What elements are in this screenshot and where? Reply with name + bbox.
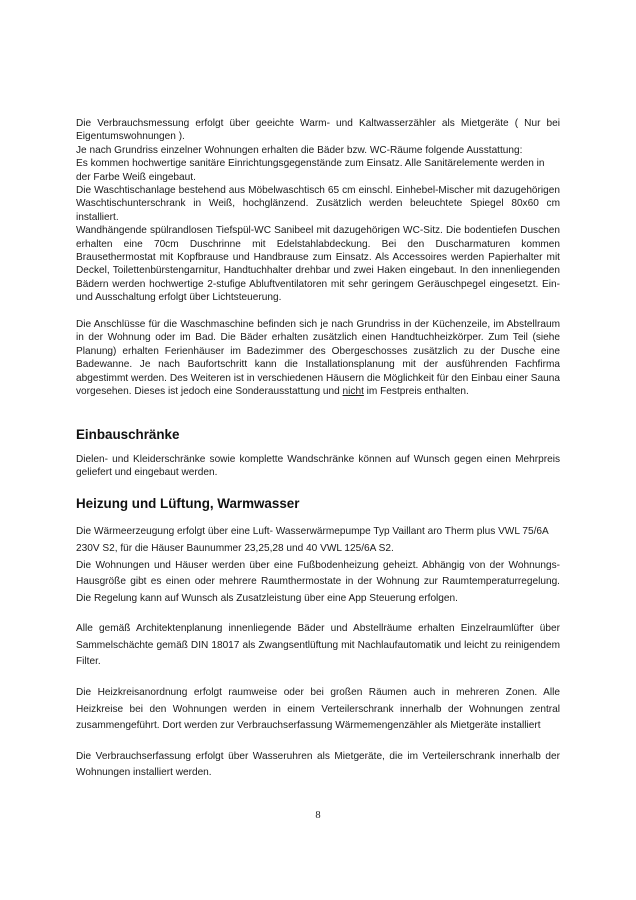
paragraph-einbauschraenke: Dielen- und Kleiderschränke sowie komplette Wandschränke können auf Wunsch gegen einen Mehrpreis geliefert und eingebaut werden. — [76, 453, 560, 478]
document-body — [76, 117, 560, 782]
washer-text-underlined: nicht — [342, 386, 364, 398]
paragraph-sanitary-objects: Es kommen hochwertige sanitäre Einrichtungsgegenstände zum Einsatz. Alle Sanitärelemente werden in der Farbe Weiß eingebaut. — [76, 158, 545, 183]
paragraph-washing-machine — [76, 318, 560, 398]
heading-einbauschraenke: Einbauschränke — [76, 426, 180, 442]
paragraph-water-metering: Die Verbrauchserfassung erfolgt über Wasseruhren als Mietgeräte, die im Verteilerschrank innerhalb der Wohnungen installiert werden. — [76, 750, 560, 779]
paragraph-wc-shower: Wandhängende spülrandlosen Tiefspül-WC Sanibeel mit dazugehörigen WC-Sitz. Die bodentiefen Duschen erhalten eine 70cm Duschrinne mit Edelstahlabdeckung. Bei den Duscharmaturen kommen Brausethermostat mit Kopfbrause und Handbrause zum Einsatz. Als Accessoires werden Papierhalter mit Deckel, Toilettenbürstengarnitur, Handtuchhalter drehbar und zwei Haken eingebaut. In den innenliegenden Bädern werden hochwertige 2-stufige Abluftventilatoren mit sehr geringem Geräuschpegel eingesetzt. Ein- und Ausschaltung erfolgt über Lichtsteuerung. — [76, 225, 560, 304]
washer-text-after: im Festpreis enthalten. — [363, 386, 469, 398]
paragraph-layout-intro: Je nach Grundriss einzelner Wohnungen erhalten die Bäder bzw. WC-Räume folgende Ausstattung: — [76, 144, 523, 156]
paragraph-floor-heating: Die Wohnungen und Häuser werden über eine Fußbodenheizung geheizt. Abhängig von der Wohnungs-Hausgröße gibt es einen oder mehrere Raumthermostate in der Wohnung zur Raumtemperaturregelung. Die Regelung kann auf Wunsch als Zusatzleistung über eine App Steuerung erfolgen. — [76, 559, 560, 604]
heading-heizung: Heizung und Lüftung, Warmwasser — [76, 496, 300, 512]
paragraph-washbasin: Die Waschtischanlage bestehend aus Möbelwaschtisch 65 cm einschl. Einhebel-Mischer mit dazugehörigen Waschtischunterschrank in Weiß, hochglänzend. Zusätzlich werden beleuchtete Spiegel 80x60 cm installiert. — [76, 185, 560, 223]
paragraph-heating-circuits: Die Heizkreisanordnung erfolgt raumweise oder bei großen Räumen auch in mehreren Zonen. Alle Heizkreise bei den Wohnungen werden in einem Verteilerschrank innerhalb der Wohnungen zentral zusammengeführt. Dort werden zur Verbrauchserfassung Wärmemengenzähler als Mietgeräte installiert — [76, 687, 560, 732]
sanitary-section — [76, 117, 560, 305]
paragraph-metering: Die Verbrauchsmessung erfolgt über geeichte Warm- und Kaltwasserzähler als Mietgeräte ( Nur bei Eigentumswohnungen ). — [76, 118, 560, 143]
paragraph-heat-pump: Die Wärmeerzeugung erfolgt über eine Luft- Wasserwärmepumpe Typ Vaillant aro Therm plus VWL 75/6A 230V S2, für die Häuser Baunummer 23,25,28 und 40 VWL 125/6A S2. — [76, 526, 549, 554]
paragraph-ventilation: Alle gemäß Architektenplanung innenliegende Bäder und Abstellräume erhalten Einzelraumlüfter über Sammelschächte gemäß DIN 18017 als Zwangsentlüftung mit Nachlaufautomatik und leicht zu reinigendem Filter. — [76, 623, 560, 668]
washer-text-before: Die Anschlüsse für die Waschmaschine befinden sich je nach Grundriss in der Küchenzeile, im Abstellraum in der Wohnung oder im Bad. Die Bäder erhalten zusätzlich einen Handtuchheizkörper. Zum Teil (siehe Planung) erhalten Ferienhäuser im Badezimmer des Obergeschosses zusätzlich zu der Dusche eine Badewanne. Je nach Baufortschritt kann die Installationsplanung mit der ausführenden Fachfirma abgestimmt werden. Des Weiteren ist in verschiedenen Häusern die Möglichkeit für den Einbau einer Sauna vorgesehen. Dieses ist jedoch eine Sonderausstattung und — [76, 319, 560, 398]
page-number: 8 — [315, 810, 321, 821]
